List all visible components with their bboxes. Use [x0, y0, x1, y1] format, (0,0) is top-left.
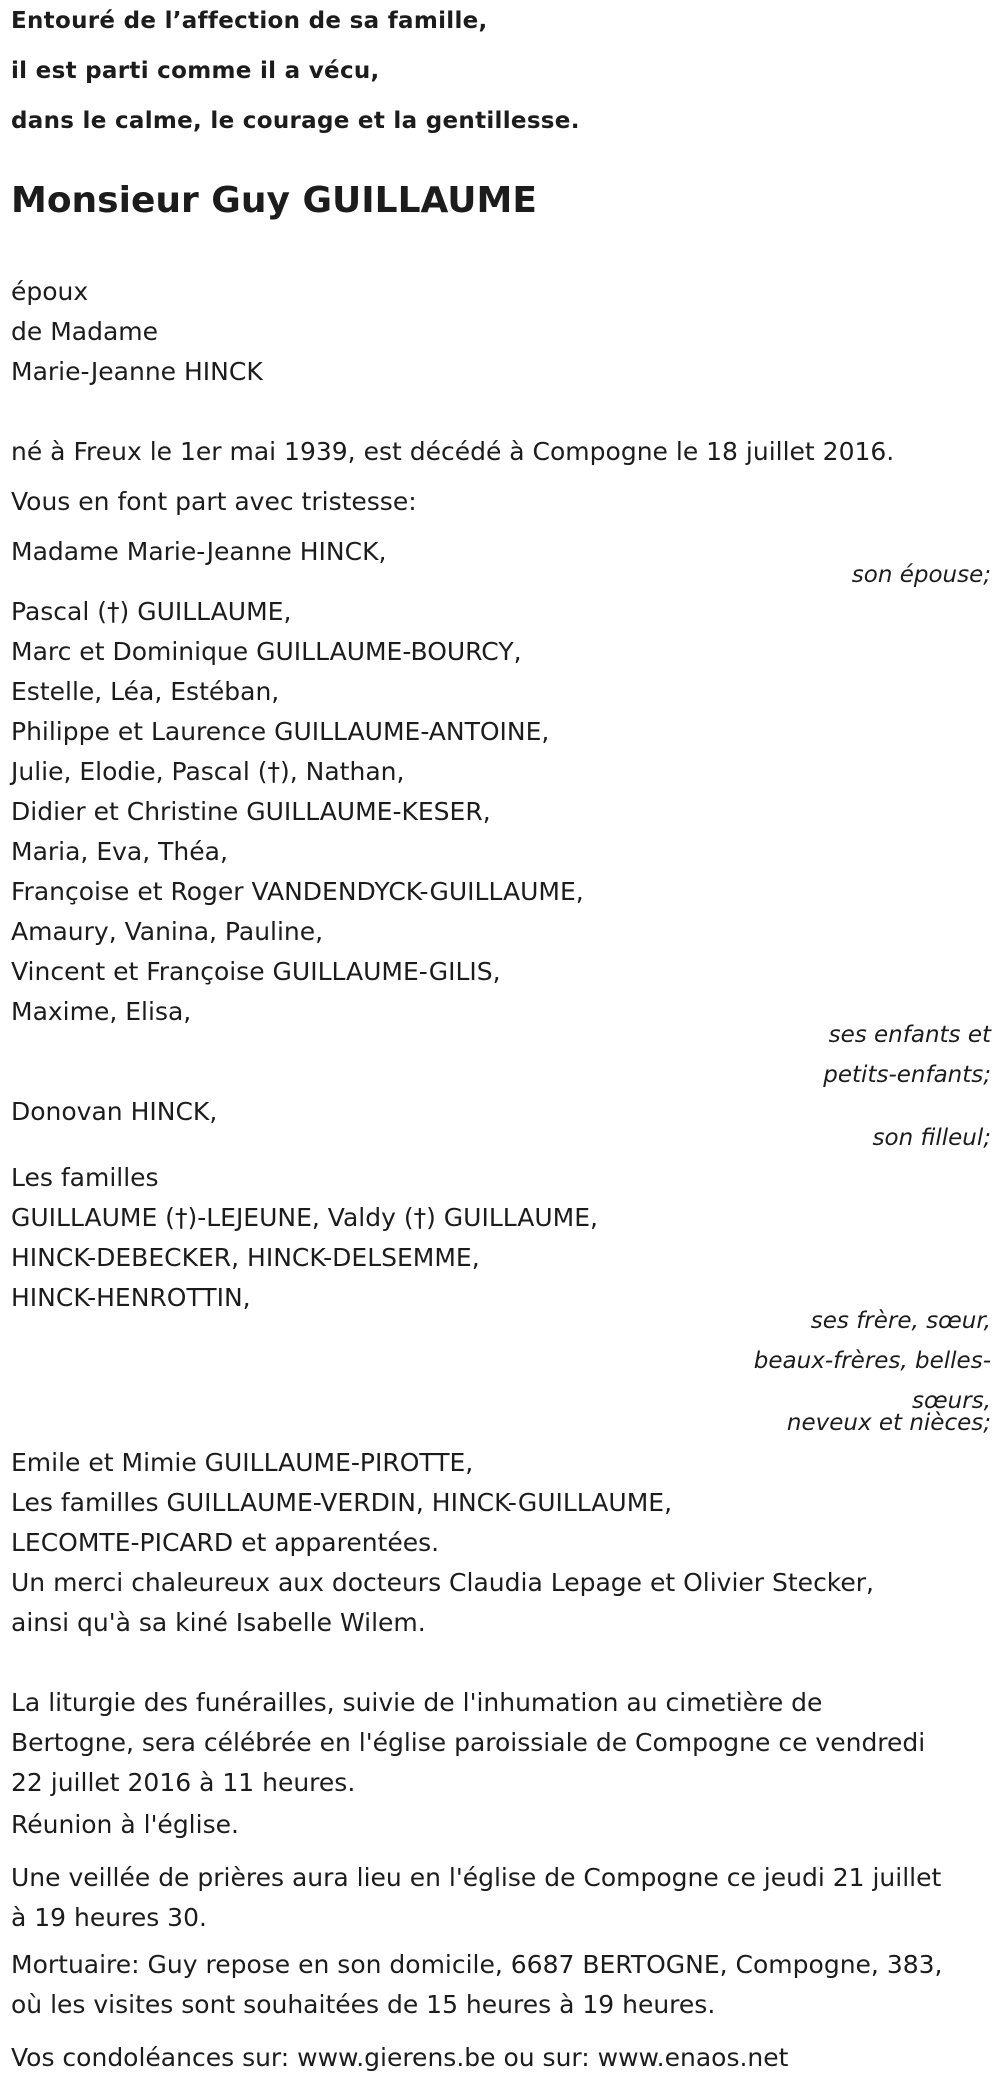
vigil-line: Une veillée de prières aura lieu en l'église de Compogne ce jeudi 21 juillet	[11, 1863, 942, 1892]
deceased-name: Monsieur Guy GUILLAUME	[11, 180, 537, 221]
others-line: Emile et Mimie GUILLAUME-PIROTTE,	[11, 1448, 474, 1477]
others-list	[11, 1443, 874, 1643]
wife-role: son épouse;	[851, 562, 991, 588]
spouse-line-3: Marie-Jeanne HINCK	[11, 357, 263, 386]
others-line: LECOMTE-PICARD et apparentées.	[11, 1528, 440, 1557]
children-line: Philippe et Laurence GUILLAUME-ANTOINE,	[11, 717, 550, 746]
intro-line-1: Entouré de l’affection de sa famille,	[11, 8, 488, 34]
liturgy-line: La liturgie des funérailles, suivie de l'inhumation au cimetière de	[11, 1688, 823, 1717]
liturgy-line: 22 juillet 2016 à 11 heures.	[11, 1768, 356, 1797]
others-line: ainsi qu'à sa kiné Isabelle Wilem.	[11, 1608, 426, 1637]
families-role-line-4: neveux et nièces;	[786, 1410, 991, 1436]
children-line: Marc et Dominique GUILLAUME-BOURCY,	[11, 637, 522, 666]
liturgy-line: Bertogne, sera célébrée en l'église paroissiale de Compogne ce vendredi	[11, 1728, 926, 1757]
children-line: Pascal (†) GUILLAUME,	[11, 597, 292, 626]
others-line: Les familles GUILLAUME-VERDIN, HINCK-GUILLAUME,	[11, 1488, 673, 1517]
families-line: HINCK-DEBECKER, HINCK-DELSEMME,	[11, 1243, 480, 1272]
children-line: Maria, Eva, Théa,	[11, 837, 228, 866]
godson-role: son filleul;	[872, 1125, 991, 1151]
children-line: Estelle, Léa, Estéban,	[11, 677, 280, 706]
liturgy-paragraph	[11, 1683, 925, 1803]
others-line: Un merci chaleureux aux docteurs Claudia Lepage et Olivier Stecker,	[11, 1568, 875, 1597]
children-line: Vincent et Françoise GUILLAUME-GILIS,	[11, 957, 501, 986]
condolences-line: Vos condoléances sur: www.gierens.be ou sur: www.enaos.net	[11, 2043, 789, 2072]
families-role-line-2: beaux-frères, belles-	[753, 1348, 991, 1374]
reunion-line: Réunion à l'église.	[11, 1810, 239, 1839]
announce-line: Vous en font part avec tristesse:	[11, 487, 417, 516]
children-line: Amaury, Vanina, Pauline,	[11, 917, 324, 946]
children-role-line-1: ses enfants et	[828, 1022, 991, 1048]
intro-line-3: dans le calme, le courage et la gentillesse.	[11, 108, 580, 134]
children-line: Didier et Christine GUILLAUME-KESER,	[11, 797, 491, 826]
mortuary-line: Mortuaire: Guy repose en son domicile, 6687 BERTOGNE, Compogne, 383,	[11, 1950, 943, 1979]
families-role-line-1: ses frère, sœur,	[810, 1308, 991, 1334]
spouse-line-1: époux	[11, 277, 89, 306]
godson-line: Donovan HINCK,	[11, 1097, 218, 1126]
birth-death-line: né à Freux le 1er mai 1939, est décédé à Compogne le 18 juillet 2016.	[11, 437, 895, 466]
families-line: HINCK-HENROTTIN,	[11, 1283, 251, 1312]
families-list	[11, 1158, 598, 1318]
children-line: Maxime, Elisa,	[11, 997, 192, 1026]
mortuary-line: où les visites sont souhaitées de 15 heures à 19 heures.	[11, 1990, 716, 2019]
families-line: GUILLAUME (†)-LEJEUNE, Valdy (†) GUILLAUME,	[11, 1203, 598, 1232]
children-line: Françoise et Roger VANDENDYCK-GUILLAUME,	[11, 877, 584, 906]
wife-line: Madame Marie-Jeanne HINCK,	[11, 537, 387, 566]
families-line: Les familles	[11, 1163, 159, 1192]
spouse-line-2: de Madame	[11, 317, 159, 346]
children-role-line-2: petits-enfants;	[823, 1062, 991, 1088]
intro-line-2: il est parti comme il a vécu,	[11, 58, 380, 84]
vigil-paragraph	[11, 1858, 941, 1938]
mortuary-paragraph	[11, 1945, 942, 2025]
vigil-line: à 19 heures 30.	[11, 1903, 207, 1932]
children-list	[11, 592, 584, 1032]
families-role-line-3: sœurs,	[912, 1388, 991, 1414]
children-line: Julie, Elodie, Pascal (†), Nathan,	[11, 757, 405, 786]
